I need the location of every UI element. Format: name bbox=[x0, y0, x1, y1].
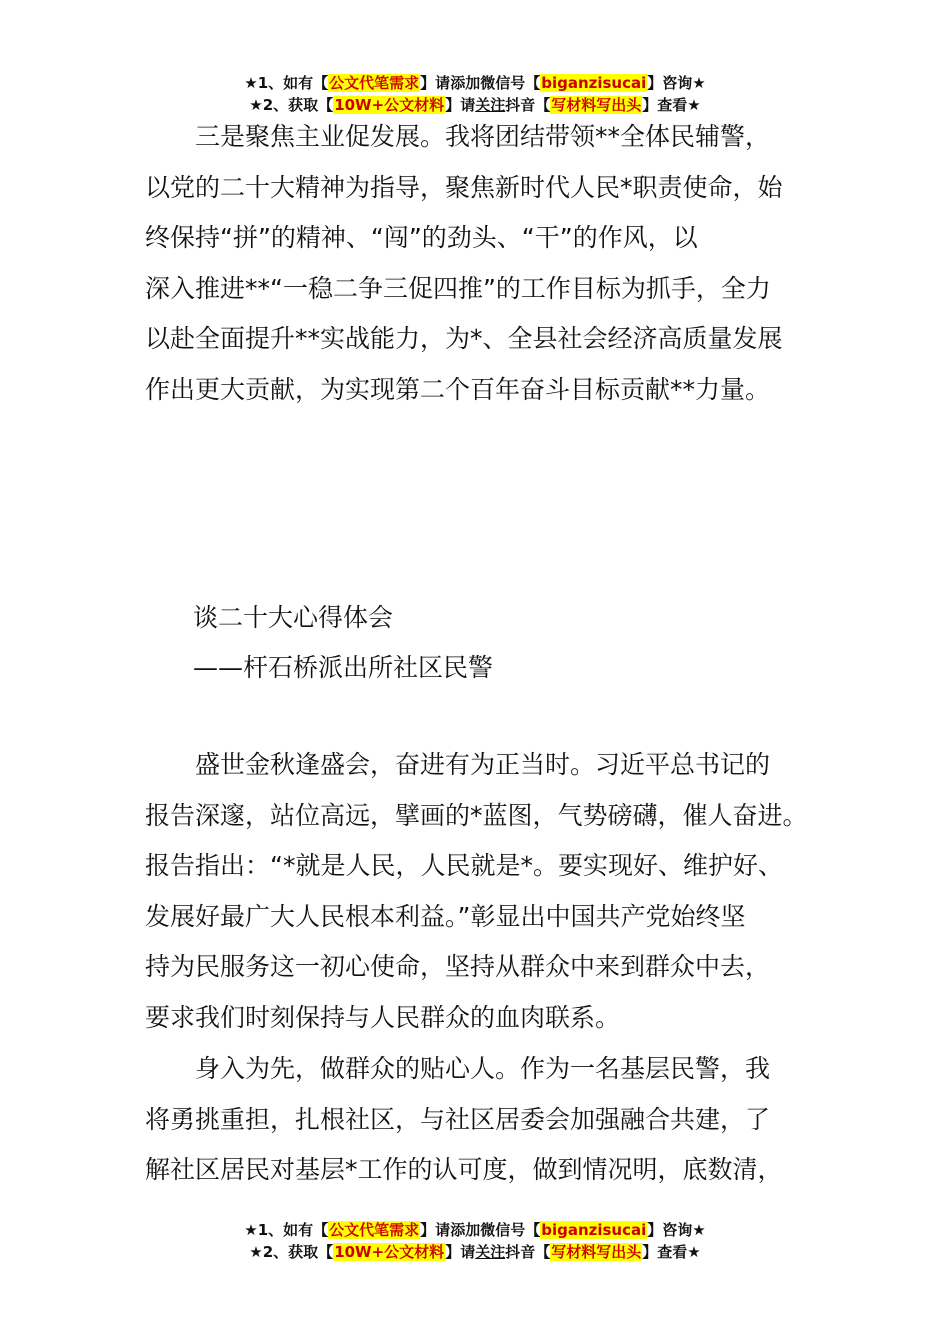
paragraph-2 bbox=[145, 740, 825, 1043]
text-line: 以赴全面提升**实战能力，为*、全县社会经济高质量发展 bbox=[145, 324, 783, 353]
article-title: 谈二十大心得体会 bbox=[193, 603, 394, 632]
text-line: 深入推进**“一稳二争三促四推”的工作目标为抓手，全力 bbox=[145, 273, 771, 303]
banner-highlight: biganzisucai bbox=[541, 74, 647, 92]
text-line: 要求我们时刻保持与人民群众的血肉联系。 bbox=[145, 1002, 621, 1032]
paragraph-1 bbox=[145, 112, 825, 415]
footer-banner bbox=[0, 1219, 950, 1263]
banner-line-2: ★2、获取【10W+公文材料】请关注抖音【写材料写出头】查看★ bbox=[249, 1243, 701, 1261]
header-banner bbox=[0, 72, 950, 116]
banner-highlight: 写材料写出头 bbox=[551, 1243, 642, 1261]
text-line: 以党的二十大精神为指导，聚焦新时代人民*职责使命，始 bbox=[145, 172, 783, 202]
text-line: 报告指出：“*就是人民，人民就是*。要实现好、维护好、 bbox=[145, 851, 783, 880]
text-line: 作出更大贡献，为实现第二个百年奋斗目标贡献**力量。 bbox=[145, 374, 771, 404]
banner-highlight: biganzisucai bbox=[541, 1221, 647, 1239]
banner-highlight: 公文代笔需求 bbox=[329, 1221, 420, 1239]
article-author: ——杆石桥派出所社区民警 bbox=[193, 653, 494, 682]
text-line: 终保持“拼”的精神、“闯”的劲头、“干”的作风，以 bbox=[145, 223, 698, 252]
banner-line-2: ★2、获取【10W+公文材料】请关注抖音【写材料写出头】查看★ bbox=[249, 96, 701, 114]
banner-highlight: 公文代笔需求 bbox=[329, 74, 420, 92]
banner-highlight: 10W+公文材料 bbox=[334, 1243, 445, 1261]
text-line: 盛世金秋逢盛会，奋进有为正当时。习近平总书记的 bbox=[145, 750, 771, 779]
text-line: 持为民服务这一初心使命，坚持从群众中来到群众中去， bbox=[145, 952, 771, 981]
text-line: 三是聚焦主业促发展。我将团结带领**全体民辅警， bbox=[145, 122, 771, 151]
text-line: 身入为先，做群众的贴心人。作为一名基层民警，我 bbox=[145, 1054, 771, 1083]
banner-line-1: ★1、如有【公文代笔需求】请添加微信号【biganzisucai】咨询★ bbox=[244, 1221, 706, 1239]
text-line: 将勇挑重担，扎根社区，与社区居委会加强融合共建，了 bbox=[145, 1104, 771, 1134]
text-line: 解社区居民对基层*工作的认可度，做到情况明，底数清， bbox=[145, 1155, 783, 1184]
banner-highlight: 写材料写出头 bbox=[551, 96, 642, 114]
paragraph-3 bbox=[145, 1044, 825, 1196]
text-line: 报告深邃，站位高远，擘画的*蓝图，气势磅礴，催人奋进。 bbox=[145, 800, 808, 830]
banner-highlight: 10W+公文材料 bbox=[334, 96, 445, 114]
banner-line-1: ★1、如有【公文代笔需求】请添加微信号【biganzisucai】咨询★ bbox=[244, 74, 706, 92]
text-line: 发展好最广大人民根本利益。”彰显出中国共产党始终坚 bbox=[145, 901, 746, 931]
